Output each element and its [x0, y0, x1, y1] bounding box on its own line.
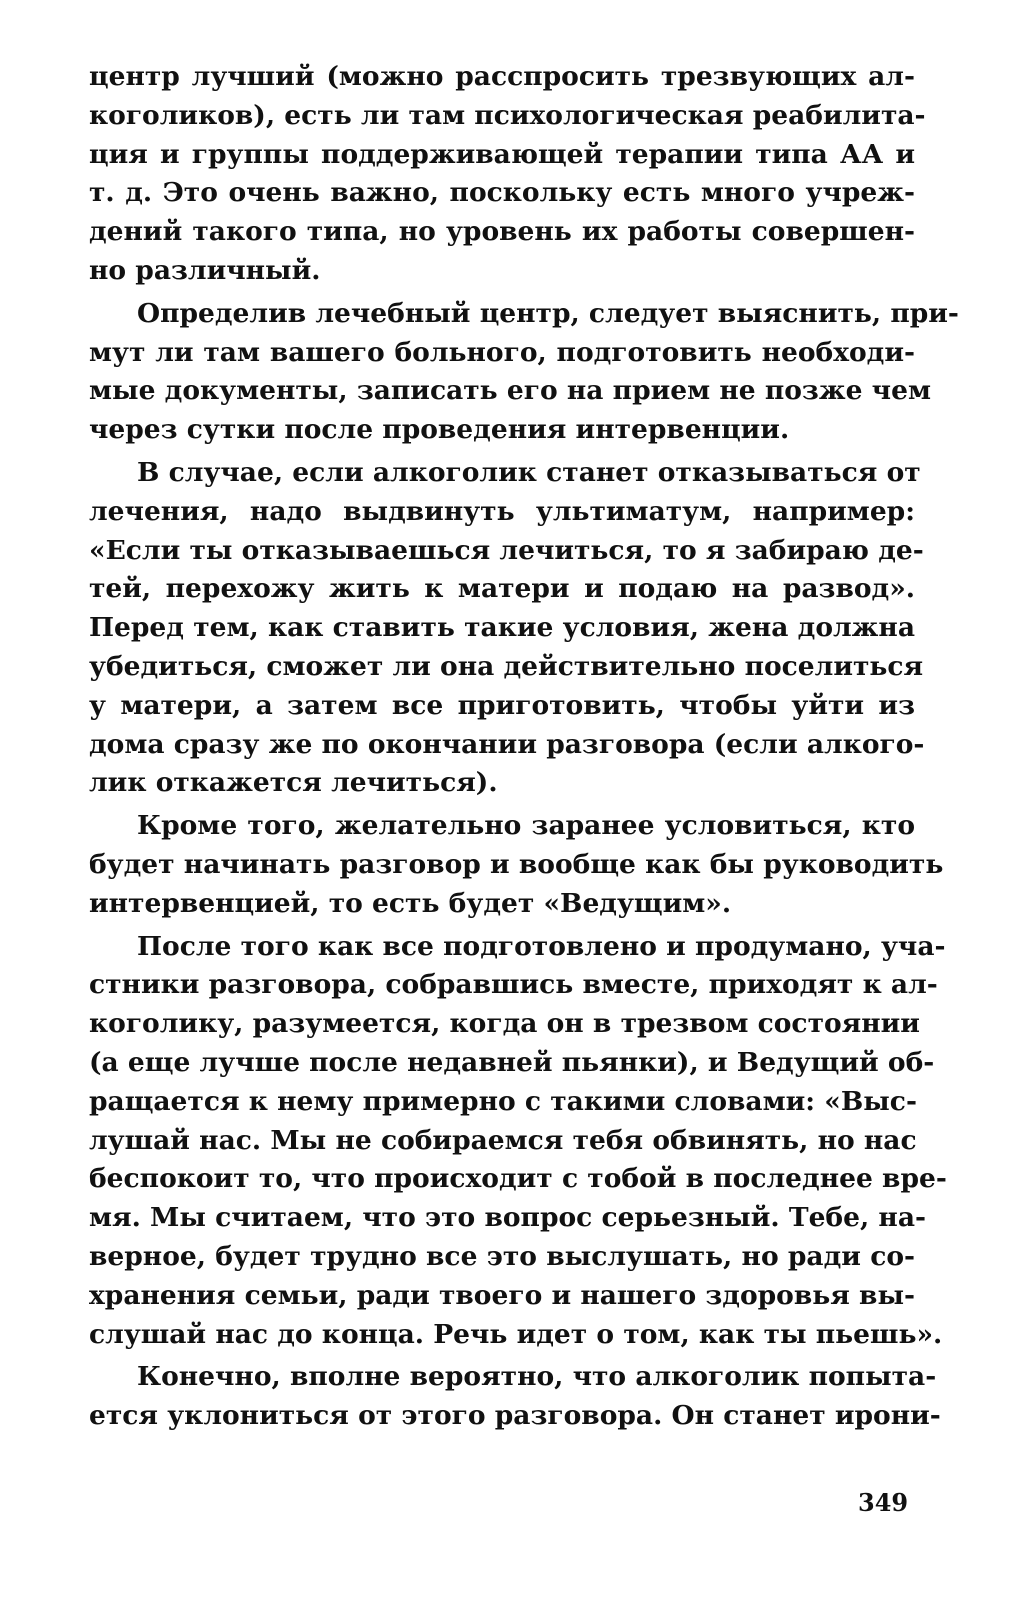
- paragraph: [89, 1358, 941, 1436]
- text-line: мя. Мы считаем, что это вопрос серьезный. Тебе, на-: [89, 1202, 926, 1234]
- paragraph: [89, 58, 926, 291]
- text-line: ется уклониться от этого разговора. Он станет ирони-: [89, 1400, 941, 1432]
- text-line: убедиться, сможет ли она действительно поселиться: [89, 650, 924, 682]
- text-line: будет начинать разговор и вообще как бы руководить: [89, 848, 944, 880]
- text-line: дений такого типа, но уровень их работы совершен-: [89, 216, 915, 248]
- text-line: интервенцией, то есть будет «Ведущим».: [89, 887, 732, 919]
- text-line: ция и группы поддерживающей терапии типа АА и: [89, 138, 915, 170]
- text-line: стники разговора, собравшись вместе, приходят к ал-: [89, 969, 938, 1001]
- text-line: После того как все подготовлено и продумано, уча-: [137, 930, 946, 962]
- text-line: «Если ты отказываешься лечиться, то я забираю де-: [89, 534, 924, 566]
- text-line: беспокоит то, что происходит с тобой в последнее вре-: [89, 1163, 947, 1195]
- text-line: лик откажется лечиться).: [89, 767, 498, 799]
- text-line: Конечно, вполне вероятно, что алкоголик попыта-: [137, 1361, 937, 1393]
- text-line: дома сразу же по окончании разговора (если алкого-: [89, 728, 925, 760]
- body-text: [89, 58, 959, 1436]
- text-line: Перед тем, как ставить такие условия, жена должна: [89, 612, 915, 644]
- text-line: лечения, надо выдвинуть ультиматум, например:: [89, 495, 915, 527]
- text-line: лушай нас. Мы не собираемся тебя обвинять, но нас: [89, 1124, 917, 1156]
- text-line: (а еще лучше после недавней пьянки), и Ведущий об-: [89, 1046, 935, 1078]
- paragraph: [89, 454, 925, 803]
- text-line: хранения семьи, ради твоего и нашего здоровья вы-: [89, 1279, 916, 1311]
- page-number: 349: [858, 1488, 909, 1517]
- text-line: но различный.: [89, 254, 321, 286]
- text-line: через сутки после проведения интервенции.: [89, 414, 790, 446]
- text-line: верное, будет трудно все это выслушать, но ради со-: [89, 1240, 915, 1272]
- text-line: слушай нас до конца. Речь идет о том, как ты пьешь».: [89, 1318, 943, 1350]
- text-line: коголику, разумеется, когда он в трезвом состоянии: [89, 1008, 920, 1040]
- text-line: у матери, а затем все приготовить, чтобы уйти из: [89, 689, 915, 721]
- text-line: т. д. Это очень важно, поскольку есть много учреж-: [89, 177, 915, 209]
- paragraph: [89, 807, 944, 923]
- paragraph: [89, 928, 947, 1355]
- text-line: коголиков), есть ли там психологическая реабилита-: [89, 99, 926, 131]
- text-line: тей, перехожу жить к матери и подаю на развод».: [89, 573, 915, 605]
- text-line: ращается к нему примерно с такими словами: «Выс-: [89, 1085, 917, 1117]
- text-line: Определив лечебный центр, следует выяснить, при-: [137, 297, 959, 329]
- text-line: Кроме того, желательно заранее условиться, кто: [137, 810, 915, 842]
- text-line: мут ли там вашего больного, подготовить необходи-: [89, 336, 915, 368]
- text-line: центр лучший (можно расспросить трезвующих ал-: [89, 61, 915, 92]
- text-line: В случае, если алкоголик станет отказываться от: [137, 456, 921, 488]
- text-line: мые документы, записать его на прием не позже чем: [89, 375, 931, 407]
- paragraph: [89, 295, 959, 450]
